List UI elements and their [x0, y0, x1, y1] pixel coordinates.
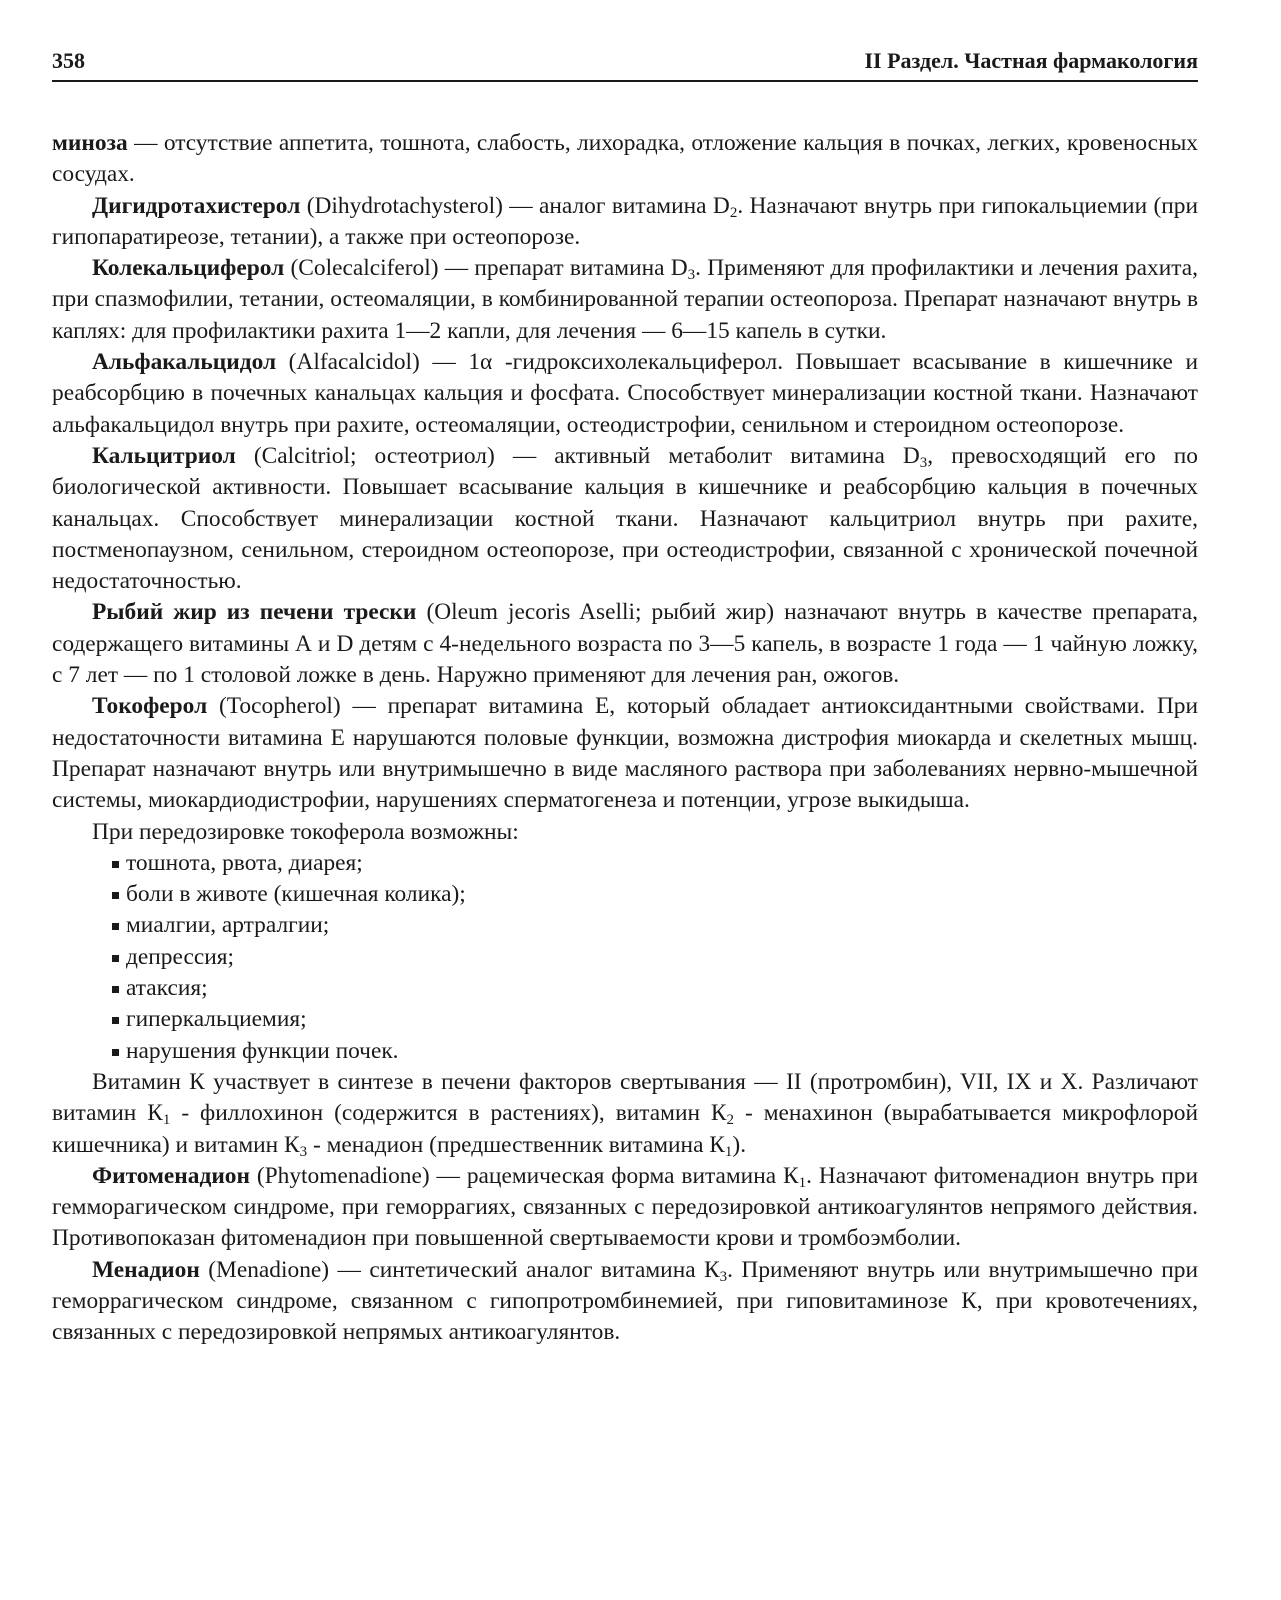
paragraph-text: Витамин К участвует в синтезе в печени факторов свертывания — II (протромбин), VII, IX и X. Различают витамин К [52, 1068, 1198, 1127]
subscript: 3 [299, 1143, 308, 1160]
paragraph-text: ). [732, 1131, 747, 1158]
list-item: атаксия; [112, 973, 1198, 1004]
drug-name: Токоферол [92, 693, 208, 720]
overdose-list [52, 848, 1198, 1067]
paragraph-text: - филлохинон (содержится в растениях), витамин К [170, 1100, 727, 1127]
paragraph-text: . Назначают внутрь при гипокальциемии (при гипопаратиреозе, тетании), а также при остеопорозе. [52, 192, 1198, 250]
subscript: 2 [729, 204, 738, 221]
paragraph-colecalciferol [52, 253, 1198, 347]
paragraph-text: (Colecalciferol) — препарат витамина D [284, 255, 688, 282]
paragraph-vitamin-k [52, 1067, 1198, 1161]
drug-name: Фитоменадион [92, 1162, 250, 1189]
paragraph-text: (Oleum jecoris Aselli; рыбий жир) назначают внутрь в качестве препарата, содержащего витамины А и D детям с 4-недельного возраста по 3—5 капель, в возрасте 1 года — 1 чайную ложку, с 7 лет — по 1 столовой ложке в день. Наружно применяют для лечения ран, ожогов. [52, 599, 1198, 689]
paragraph-calcitriol [52, 441, 1198, 597]
list-item: гиперкальциемия; [112, 1004, 1198, 1035]
drug-name: Менадион [92, 1256, 200, 1283]
paragraph-text: (Menadione) — синтетический аналог витамина К [199, 1256, 720, 1283]
subscript: 3 [687, 267, 696, 284]
drug-name: Рыбий жир из печени трески [92, 599, 417, 626]
subscript: 1 [798, 1174, 807, 1191]
paragraph-phytomenadione [52, 1161, 1198, 1255]
paragraph-text: . Применяют внутрь или внутримышечно при геморрагическом синдроме, связанном с гипопротромбинемией, при гиповитаминозе К, при кровотечениях, связанных с передозировкой непрямых антикоагулянтов. [52, 1256, 1198, 1346]
paragraph-text: (Tocopherol) — препарат витамина Е, который обладает антиоксидантными свойствами. При недостаточности витамина Е нарушаются половые функции, возможна дистрофия миокарда и скелетных мышц. Препарат назначают внутрь или внутримышечно в виде масляного раствора при заболеваниях нервно-мышечной системы, миокардиодистрофии, нарушениях сперматогенеза и потенции, угрозе выкидыша. [52, 693, 1198, 814]
paragraph-menadione [52, 1255, 1198, 1349]
drug-name: Дигидротахистерол [92, 192, 301, 219]
paragraph-text: (Phytomenadione) — рацемическая форма витамина К [249, 1162, 799, 1189]
paragraph-text: . Назначают фитоменадион внутрь при гемморагическом синдроме, при геморрагиях, связанных с передозировкой антикоагулянтов непрямого действия. Противопоказан фитоменадион при повышенной свертываемости крови и тромбоэмболии. [52, 1162, 1198, 1252]
paragraph-text: , превосходящий его по биологической активности. Повышает всасывание кальция в кишечнике и реабсорбцию кальция в почечных канальцах. Способствует минерализации костной ткани. Назначают кальцитриол внутрь при рахите, постменопаузном, сенильном, стероидном остеопорозе, при остеодистрофии, связанной с хронической почечной недостаточностью. [52, 442, 1199, 595]
paragraph-overdose-intro [52, 817, 1198, 848]
paragraph-text: — отсутствие аппетита, тошнота, слабость, лихорадка, отложение кальция в почках, легких, кровеносных сосудах. [52, 130, 1198, 188]
paragraph-fish-oil [52, 597, 1198, 691]
list-item: миалгии, артралгии; [112, 910, 1198, 941]
list-item: депрессия; [112, 942, 1198, 973]
paragraph-text: (Dihydrotachysterol) — аналог витамина D [300, 192, 730, 219]
paragraph-tocopherol [52, 691, 1198, 816]
page-number: 358 [52, 48, 85, 73]
running-head: II Раздел. Частная фармакология [864, 48, 1198, 73]
page-header [52, 44, 1198, 82]
paragraph-dihydrotachysterol [52, 191, 1198, 254]
drug-name: Альфакальцидол [92, 349, 277, 376]
subscript: 3 [719, 1268, 728, 1285]
paragraph-continuation [52, 128, 1198, 191]
paragraph-alfacalcidol [52, 347, 1198, 441]
paragraph-text: - менахинон (вырабатывается микрофлорой кишечника) и витамин К [52, 1100, 1198, 1158]
subscript: 3 [919, 454, 928, 471]
paragraph-text: - менадион (предшественник витамина К [307, 1131, 725, 1158]
subscript: 1 [724, 1143, 733, 1160]
list-item: тошнота, рвота, диарея; [112, 848, 1198, 879]
subscript: 1 [162, 1112, 171, 1129]
paragraph-text: (Alfacalcidol) — 1α -гидроксихолекальциферол. Повышает всасывание в кишечнике и реабсорбцию в почечных канальцах кальция и фосфата. Способствует минерализации костной ткани. Назначают альфакальцидол внутрь при рахите, остеомаляции, остеодистрофии, сенильном и стероидном остеопорозе. [52, 349, 1198, 438]
paragraph-lead-word: миноза [52, 130, 128, 156]
paragraph-text: При передозировке токоферола возможны: [92, 818, 519, 845]
drug-name: Колекальциферол [92, 255, 285, 282]
paragraph-text: . Применяют для профилактики и лечения рахита, при спазмофилии, тетании, остеомаляции, в комбинированной терапии остеопороза. Препарат назначают внутрь в каплях: для профилактики рахита 1—2 капли, для лечения — 6—15 капель в сутки. [52, 255, 1198, 344]
page-body [52, 128, 1198, 1349]
paragraph-text: (Calcitriol; остеотриол) — активный метаболит витамина D [235, 442, 920, 469]
list-item: боли в животе (кишечная колика); [112, 879, 1198, 910]
subscript: 2 [726, 1112, 735, 1129]
list-item: нарушения функции почек. [112, 1036, 1198, 1067]
drug-name: Кальцитриол [92, 442, 236, 469]
